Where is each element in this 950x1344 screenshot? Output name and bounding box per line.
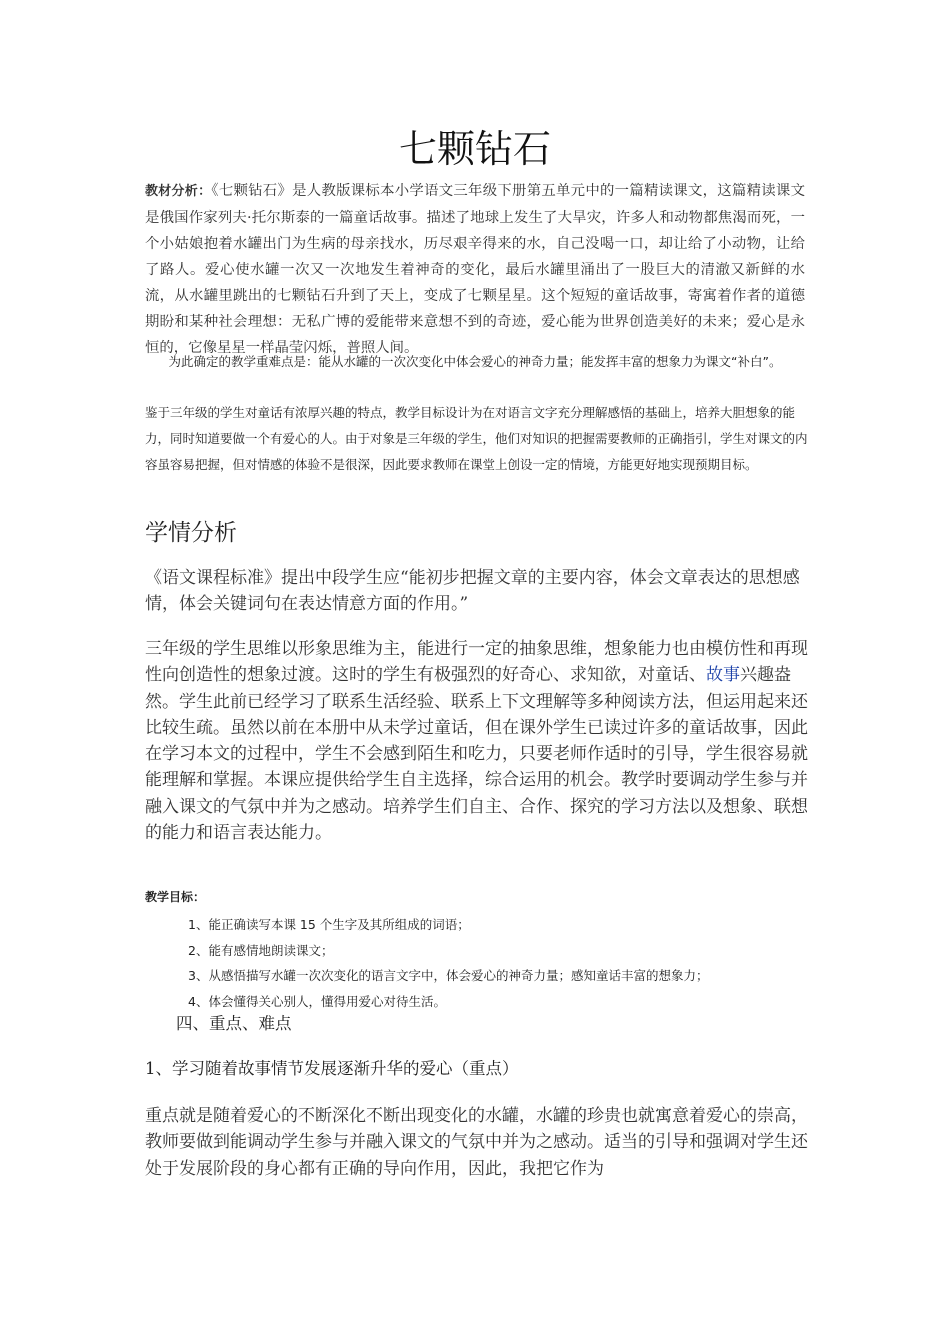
analysis-text: 《七颗钻石》是人教版课标本小学语文三年级下册第五单元中的一篇精读课文，这篇精读课文是俄国作家列夫·托尔斯泰的一篇童话故事。描述了地球上发生了大旱灾，许多人和动物都焦渴而死，一个小姑娘抱着水罐出门为生病的母亲找水，历尽艰辛得来的水，自己没喝一口，却让给了小动物，让给了路人。爱心使水罐一次又一次地发生着神奇的变化，最后水罐里涌出了一股巨大的清澈又新鲜的水流，从水罐里跳出的七颗钻石升到了天上，变成了七颗星星。这个短短的童话故事，寄寓着作者的道德期盼和某种社会理想：无私广博的爱能带来意想不到的奇迹，爱心能为世界创造美好的未来；爱心是永恒的，它像星星一样晶莹闪烁，普照人间。	[145, 183, 805, 356]
goal-item: 1、能正确读写本课 15 个生字及其所组成的词语；	[188, 917, 470, 932]
key-point-paragraph: 重点就是随着爱心的不断深化不断出现变化的水罐，水罐的珍贵也就寓意着爱心的崇高，教师要做到能调动学生参与并融入课文的气氛中并为之感动。适当的引导和强调对学生还处于发展阶段的身心都有正确的导向作用，因此，我把它作为	[145, 1106, 808, 1179]
student-analysis-text-2: 兴趣盎然。学生此前已经学习了联系生活经验、联系上下文理解等多种阅读方法，但运用起来还比较生疏。虽然以前在本册中从未学过童话，但在课外学生已读过许多的童话故事，因此在学习本文的过程中，学生不会感到陌生和吃力，只要老师作适时的引导，学生很容易就能理解和掌握。本课应提供给学生自主选择，综合运用的机会。教学时要调动学生参与并融入课文的气氛中并为之感动。培养学生们自主、合作、探究的学习方法以及想象、联想的能力和语言表达能力。	[145, 665, 808, 844]
goal-item: 4、体会懂得关心别人，懂得用爱心对待生活。	[188, 993, 446, 1009]
key-point-1-heading: 1、学习随着故事情节发展逐渐升华的爱心（重点）	[145, 1059, 519, 1078]
teaching-focus-line: 为此确定的教学重难点是：能从水罐的一次次变化中体会爱心的神奇力量；能发挥丰富的想象力为课文“补白”。	[168, 354, 782, 369]
student-analysis-text-1: 三年级的学生思维以形象思维为主，能进行一定的抽象思维，想象能力也由模仿性和再现性向创造性的想象过渡。这时的学生有极强烈的好奇心、求知欲，对童话、	[145, 639, 808, 686]
student-analysis-paragraph	[145, 636, 810, 846]
learning-analysis-heading: 学情分析	[145, 520, 237, 546]
textbook-analysis-paragraph	[145, 178, 805, 361]
key-difficult-points-heading: 四、重点、难点	[176, 1014, 292, 1033]
analysis-label: 教材分析：	[145, 184, 212, 199]
page-title: 七颗钻石	[398, 127, 551, 171]
teaching-goals-heading: 教学目标：	[145, 890, 206, 904]
goal-item: 3、从感悟描写水罐一次次变化的语言文字中，体会爱心的神奇力量；感知童话丰富的想象力；	[188, 968, 709, 983]
teaching-design-paragraph: 鉴于三年级的学生对童话有浓厚兴趣的特点，教学目标设计为在对语言文字充分理解感悟的基础上，培养大胆想象的能力，同时知道要做一个有爱心的人。由于对象是三年级的学生，他们对知识的把握需要教师的正确指引，学生对课文的内容虽容易把握，但对情感的体验不是很深，因此要求教师在课堂上创设一定的情境，方能更好地实现预期目标。	[145, 405, 808, 472]
teaching-goals-list	[188, 912, 808, 1014]
curriculum-standard-paragraph: 《语文课程标准》提出中段学生应“能初步把握文章的主要内容，体会文章表达的思想感情，体会关键词句在表达情意方面的作用。”	[145, 568, 800, 614]
story-link[interactable]: 故事	[706, 665, 740, 686]
goal-item: 2、能有感情地朗读课文；	[188, 942, 334, 958]
